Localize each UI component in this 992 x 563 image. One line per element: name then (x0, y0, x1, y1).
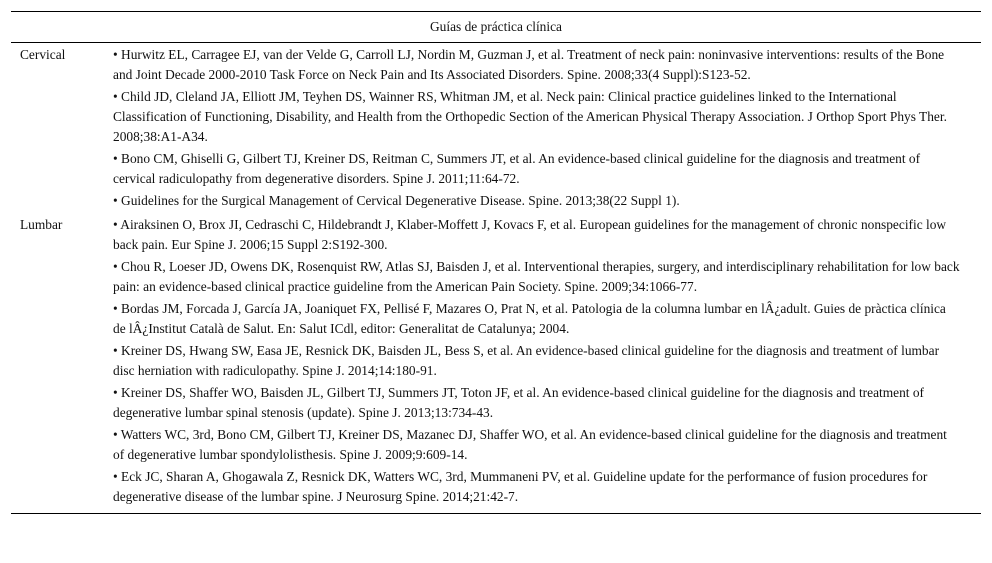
table-row-cervical (11, 43, 981, 214)
reference-item: • Kreiner DS, Shaffer WO, Baisden JL, Gilbert TJ, Summers JT, Toton JF, et al. An evidence-based clinical guideline for the diagnosis and treatment of degenerative lumbar spinal stenosis (update). Spine J. 2013;13:734-43. (113, 385, 925, 420)
reference-item: • Bordas JM, Forcada J, García JA, Joaniquet FX, Pellisé F, Mazares O, Prat N, et al. Patologia de la columna lumbar en lÂ¿adult. Guies de pràctica clínica de lÂ¿Institut Català de Salut. En: Salut ICdl, editor: Generalitat de Catalunya; 2004. (113, 301, 946, 336)
reference-item: • Bono CM, Ghiselli G, Gilbert TJ, Kreiner DS, Reitman C, Summers JT, et al. An evidence-based clinical guideline for the diagnosis and treatment of cervical radiculopathy from degenerative disorders. Spine J. 2011;11:64-72. (113, 151, 921, 186)
reference-item: • Hurwitz EL, Carragee EJ, van der Velde G, Carroll LJ, Nordin M, Guzman J, et al. Treatment of neck pain: noninvasive interventions: results of the Bone and Joint Decade 2000-2010 Task Force on Neck Pain and Its Associated Disorders. Spine. 2008;33(4 Suppl):S123-52. (113, 47, 945, 82)
table-header-row (11, 12, 981, 43)
reference-item: • Airaksinen O, Brox JI, Cedraschi C, Hildebrandt J, Klaber-Moffett J, Kovacs F, et al. European guidelines for the management of chronic nonspecific low back pain. Eur Spine J. 2006;15 Suppl 2:S192-300. (113, 217, 947, 252)
region-label-lumbar: Lumbar (11, 213, 113, 514)
region-label-cervical: Cervical (20, 47, 66, 62)
guidelines-table-container (11, 11, 981, 514)
reference-item: • Kreiner DS, Hwang SW, Easa JE, Resnick DK, Baisden JL, Bess S, et al. An evidence-based clinical guideline for the diagnosis and treatment of lumbar disc herniation with radiculopathy. Spine J. 2014;14:180-91. (113, 343, 940, 378)
table-row-lumbar (11, 213, 981, 514)
reference-item: • Eck JC, Sharan A, Ghogawala Z, Resnick DK, Watters WC, 3rd, Mummaneni PV, et al. Guideline update for the performance of fusion procedures for degenerative disease of the lumbar spine. J Neurosurg Spine. 2014;21:42-7. (113, 469, 928, 504)
reference-item: • Child JD, Cleland JA, Elliott JM, Teyhen DS, Wainner RS, Whitman JM, et al. Neck pain: Clinical practice guidelines linked to the International Classification of Functioning, Disability, and Health from the Orthopedic Section of the American Physical Therapy Association. J Orthop Sport Phys Ther. 2008;38:A1-A34. (113, 89, 947, 144)
reference-list-lumbar (113, 213, 981, 514)
table-header: Guías de práctica clínica (11, 12, 981, 43)
reference-item: • Watters WC, 3rd, Bono CM, Gilbert TJ, Kreiner DS, Mazanec DJ, Shaffer WO, et al. An evidence-based clinical guideline for the diagnosis and treatment of degenerative lumbar spondylolisthesis. Spine J. 2009;9:609-14. (113, 427, 947, 462)
reference-list-cervical (113, 43, 981, 214)
guidelines-table (11, 11, 981, 514)
reference-item: • Chou R, Loeser JD, Owens DK, Rosenquist RW, Atlas SJ, Baisden J, et al. Interventional therapies, surgery, and interdisciplinary rehabilitation for low back pain: an evidence-based clinical practice guideline from the American Pain Society. Spine. 2009;34:1066-77. (113, 259, 960, 294)
reference-item: • Guidelines for the Surgical Management of Cervical Degenerative Disease. Spine. 2013;38(22 Suppl 1). (113, 193, 680, 208)
